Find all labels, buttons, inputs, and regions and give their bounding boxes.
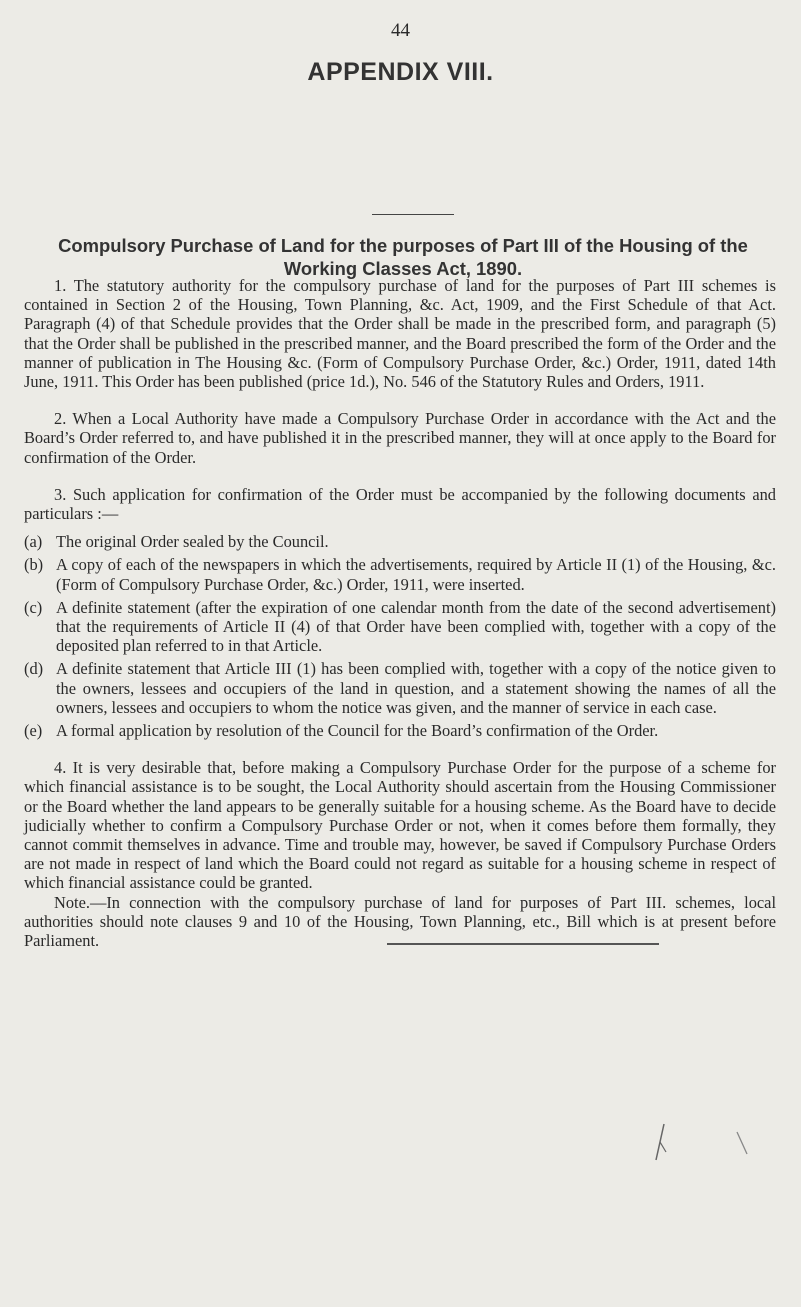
item-label: (d) [24, 659, 44, 679]
appendix-title: APPENDIX VIII. [307, 58, 494, 86]
stray-mark-icon [735, 1130, 749, 1156]
paragraph-2: 2. When a Local Authority have made a Compulsory Purchase Order in accordance with the Act and the Board’s Order referred to, and have published it in the prescribed manner, they will at once apply to the Board for confirmation of the Order. [24, 409, 776, 467]
item-label: (c) [24, 597, 43, 617]
list-item [24, 555, 776, 593]
item-label: (e) [24, 721, 43, 741]
item-text: A definite statement that Article III (1) has been complied with, together with a copy of the notice given to the owners, lessees and occupiers of the land in question, and a statement showing the names of all the owners, lessees and occupiers to whom the notice was given, and the manner of service in each case. [56, 659, 776, 717]
title-divider [372, 214, 454, 215]
paragraph-4: 4. It is very desirable that, before making a Compulsory Purchase Order for the purpose of a scheme for which financial assistance is to be sought, the Local Authority should ascertain from the Housing Commissioner or the Board whether the land appears to be generally suitable for a housing scheme. As the Board have to decide judicially whether to confirm a Compulsory Purchase Order or not, when it comes before them formally, they cannot commit themselves in advance. Time and trouble may, however, be saved if Compulsory Purchase Orders are not made in respect of land which the Board could not regard as suitable for a housing scheme in respect of which financial assistance could be granted. [24, 758, 776, 893]
item-text: A formal application by resolution of the Council for the Board’s confirmation of the Order. [56, 721, 659, 741]
item-label: (b) [24, 555, 44, 575]
item-text: A definite statement (after the expiration of one calendar month from the date of the second advertisement) that the requirements of Article II (4) of that Order have been complied with, together with a copy of the deposited plan referred to in that Article. [56, 597, 776, 656]
requirements-list [24, 532, 776, 740]
page-number: 44 [391, 20, 410, 41]
paragraph-3: 3. Such application for confirmation of the Order must be accompanied by the following documents and particulars :— [24, 484, 776, 524]
item-text: The original Order sealed by the Council. [56, 532, 329, 552]
document-body [24, 276, 776, 950]
list-item [24, 598, 776, 656]
pencil-mark-icon [650, 1122, 670, 1162]
end-divider [387, 943, 659, 945]
list-item [24, 721, 776, 740]
note-paragraph: Note.—In connection with the compulsory purchase of land for purposes of Part III. schemes, local authorities should note clauses 9 and 10 of the Housing, Town Planning, etc., Bill which is at present before Parliament. [24, 892, 776, 951]
item-label: (a) [24, 532, 43, 552]
paragraph-1: 1. The statutory authority for the compulsory purchase of land for the purposes of Part III schemes is contained in Section 2 of the Housing, Town Planning, &c. Act, 1909, and the First Schedule of that Act. Paragraph (4) of that Schedule provides that the Order shall be made in the prescribed form, and paragraph (5) that the Order shall be published in the prescribed manner, and the Board prescribed the form of the Order and the manner of publication in The Housing &c. (Form of Compulsory Purchase Order, &c.) Order, 1911, dated 14th June, 1911. This Order has been published (price 1d.), No. 546 of the Statutory Rules and Orders, 1911. [24, 276, 776, 392]
list-item [24, 659, 776, 717]
item-text: A copy of each of the newspapers in which the advertisements, required by Article II (1) of the Housing, &c. (Form of Compulsory Purchase Order, &c.) Order, 1911, were inserted. [56, 555, 776, 594]
section-heading: Compulsory Purchase of Land for the purposes of Part III of the Housing of the Working Classes Act, 1890. [58, 235, 748, 279]
list-item [24, 532, 776, 551]
